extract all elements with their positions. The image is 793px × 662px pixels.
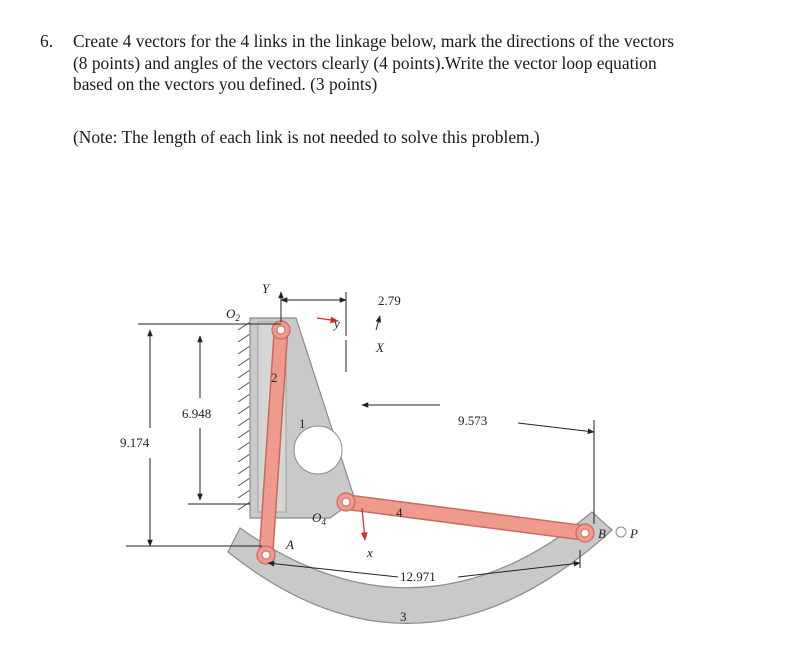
label-P: P (630, 526, 638, 541)
question-note: (Note: The length of each link is not needed to solve this problem.) (73, 127, 540, 147)
label-link-3: 3 (400, 609, 407, 624)
dim-label-9-573: 9.573 (458, 413, 488, 428)
joint-O4 (337, 493, 355, 511)
question-line-3: based on the vectors you defined. (3 points) (73, 74, 378, 94)
axis-label-y-local: y (334, 316, 340, 331)
local-x-axis (362, 508, 365, 540)
dim-label-12-971: 12.971 (400, 569, 436, 584)
label-B: B (598, 526, 606, 541)
ground-hatch (238, 322, 250, 518)
label-O2: $O_2$ (226, 306, 240, 323)
point-P-marker (616, 527, 626, 537)
axis-label-X: X (376, 340, 384, 355)
label-A: A (286, 537, 294, 552)
joint-A (257, 546, 275, 564)
label-link-4: 4 (396, 505, 403, 520)
label-link-2: 2 (271, 370, 278, 385)
question-line-1: Create 4 vectors for the 4 links in the linkage below, mark the directions of the vectors (73, 31, 675, 51)
axis-label-x-local: x (367, 545, 373, 560)
link-4-fill (346, 502, 585, 533)
frame-hole (294, 426, 342, 474)
X-axis-arrow (376, 316, 380, 330)
dim-label-9-174: 9.174 (120, 435, 150, 450)
joint-B (576, 524, 594, 542)
question-line-2: (8 points) and angles of the vectors clearly (4 points).Write the vector loop equation (73, 52, 657, 73)
dim-label-6-948: 6.948 (182, 406, 212, 421)
dim-label-2-79: 2.79 (378, 293, 401, 308)
label-link-1: 1 (299, 416, 306, 431)
label-O4: $O_4$ (312, 510, 326, 527)
question-number: 6. (40, 31, 54, 51)
axis-label-Y: Y (262, 281, 270, 296)
